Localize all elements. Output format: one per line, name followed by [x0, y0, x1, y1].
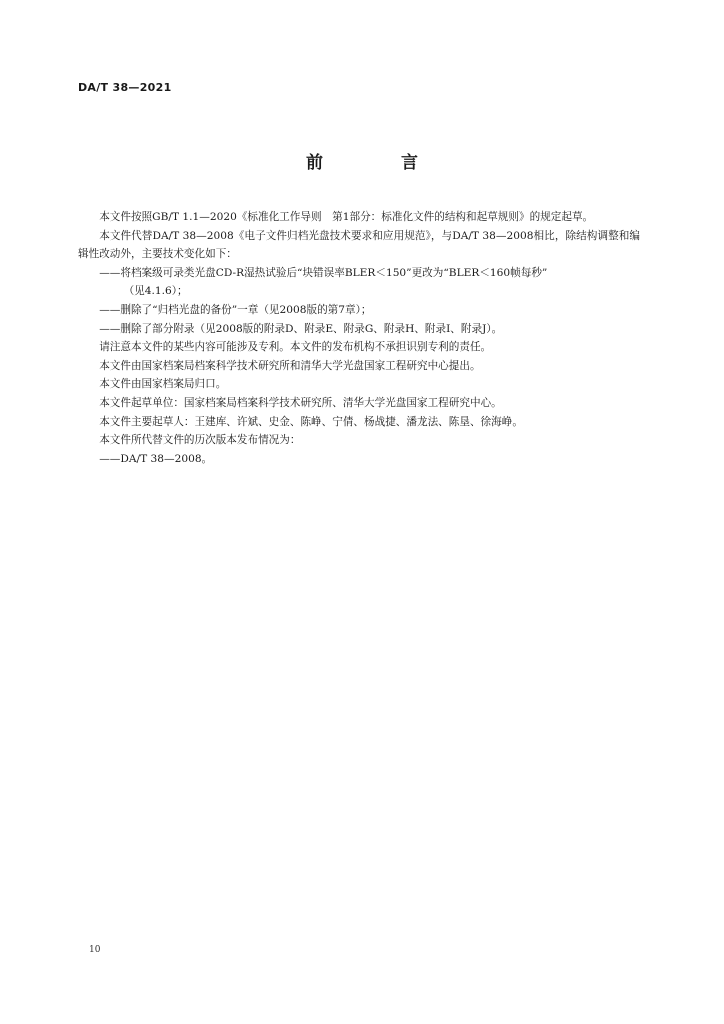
paragraph-history: 本文件所代替文件的历次版本发布情况为： [99, 434, 301, 447]
change-item-bler-text: ——将档案级可录类光盘CD-R湿热试验后“块错误率BLER＜150”更改为“BLER＜160帧每秒” [99, 266, 548, 279]
paragraph-replacement: 本文件代替DA/T 38—2008《电子文件归档光盘技术要求和应用规范》，与DA/T 38—2008相比，除结构调整和编辑性改动外，主要技术变化如下： [78, 229, 640, 261]
change-item-bler [78, 264, 640, 301]
history-item-2008: ——DA/T 38—2008。 [99, 452, 213, 465]
change-item-backup: ——删除了“归档光盘的备份”一章（见2008版的第7章）； [99, 303, 372, 316]
foreword-body [78, 208, 640, 468]
paragraph-patent-notice: 请注意本文件的某些内容可能涉及专利。本文件的发布机构不承担识别专利的责任。 [99, 341, 492, 354]
page-title: 前 言 [306, 153, 454, 173]
change-item-appendix: ——删除了部分附录（见2008版的附录D、附录E、附录G、附录H、附录I、附录J）。 [99, 322, 503, 335]
paragraph-administrator: 本文件由国家档案局归口。 [99, 378, 227, 391]
paragraph-proposer: 本文件由国家档案局档案科学技术研究所和清华大学光盘国家工程研究中心提出。 [99, 359, 481, 372]
standard-code-header: DA/T 38—2021 [78, 81, 172, 94]
paragraph-drafting-units: 本文件起草单位：国家档案局档案科学技术研究所、清华大学光盘国家工程研究中心。 [99, 396, 502, 409]
page-number: 10 [89, 945, 101, 955]
change-item-bler-ref: （见4.1.6）； [123, 285, 188, 298]
paragraph-drafting-basis: 本文件按照GB/T 1.1—2020《标准化工作导则 第1部分：标准化文件的结构和起草规则》的规定起草。 [99, 211, 594, 223]
paragraph-drafters: 本文件主要起草人：王建库、许斌、史金、陈峥、宁倩、杨战捷、潘龙法、陈垦、徐海峥。 [99, 415, 523, 428]
